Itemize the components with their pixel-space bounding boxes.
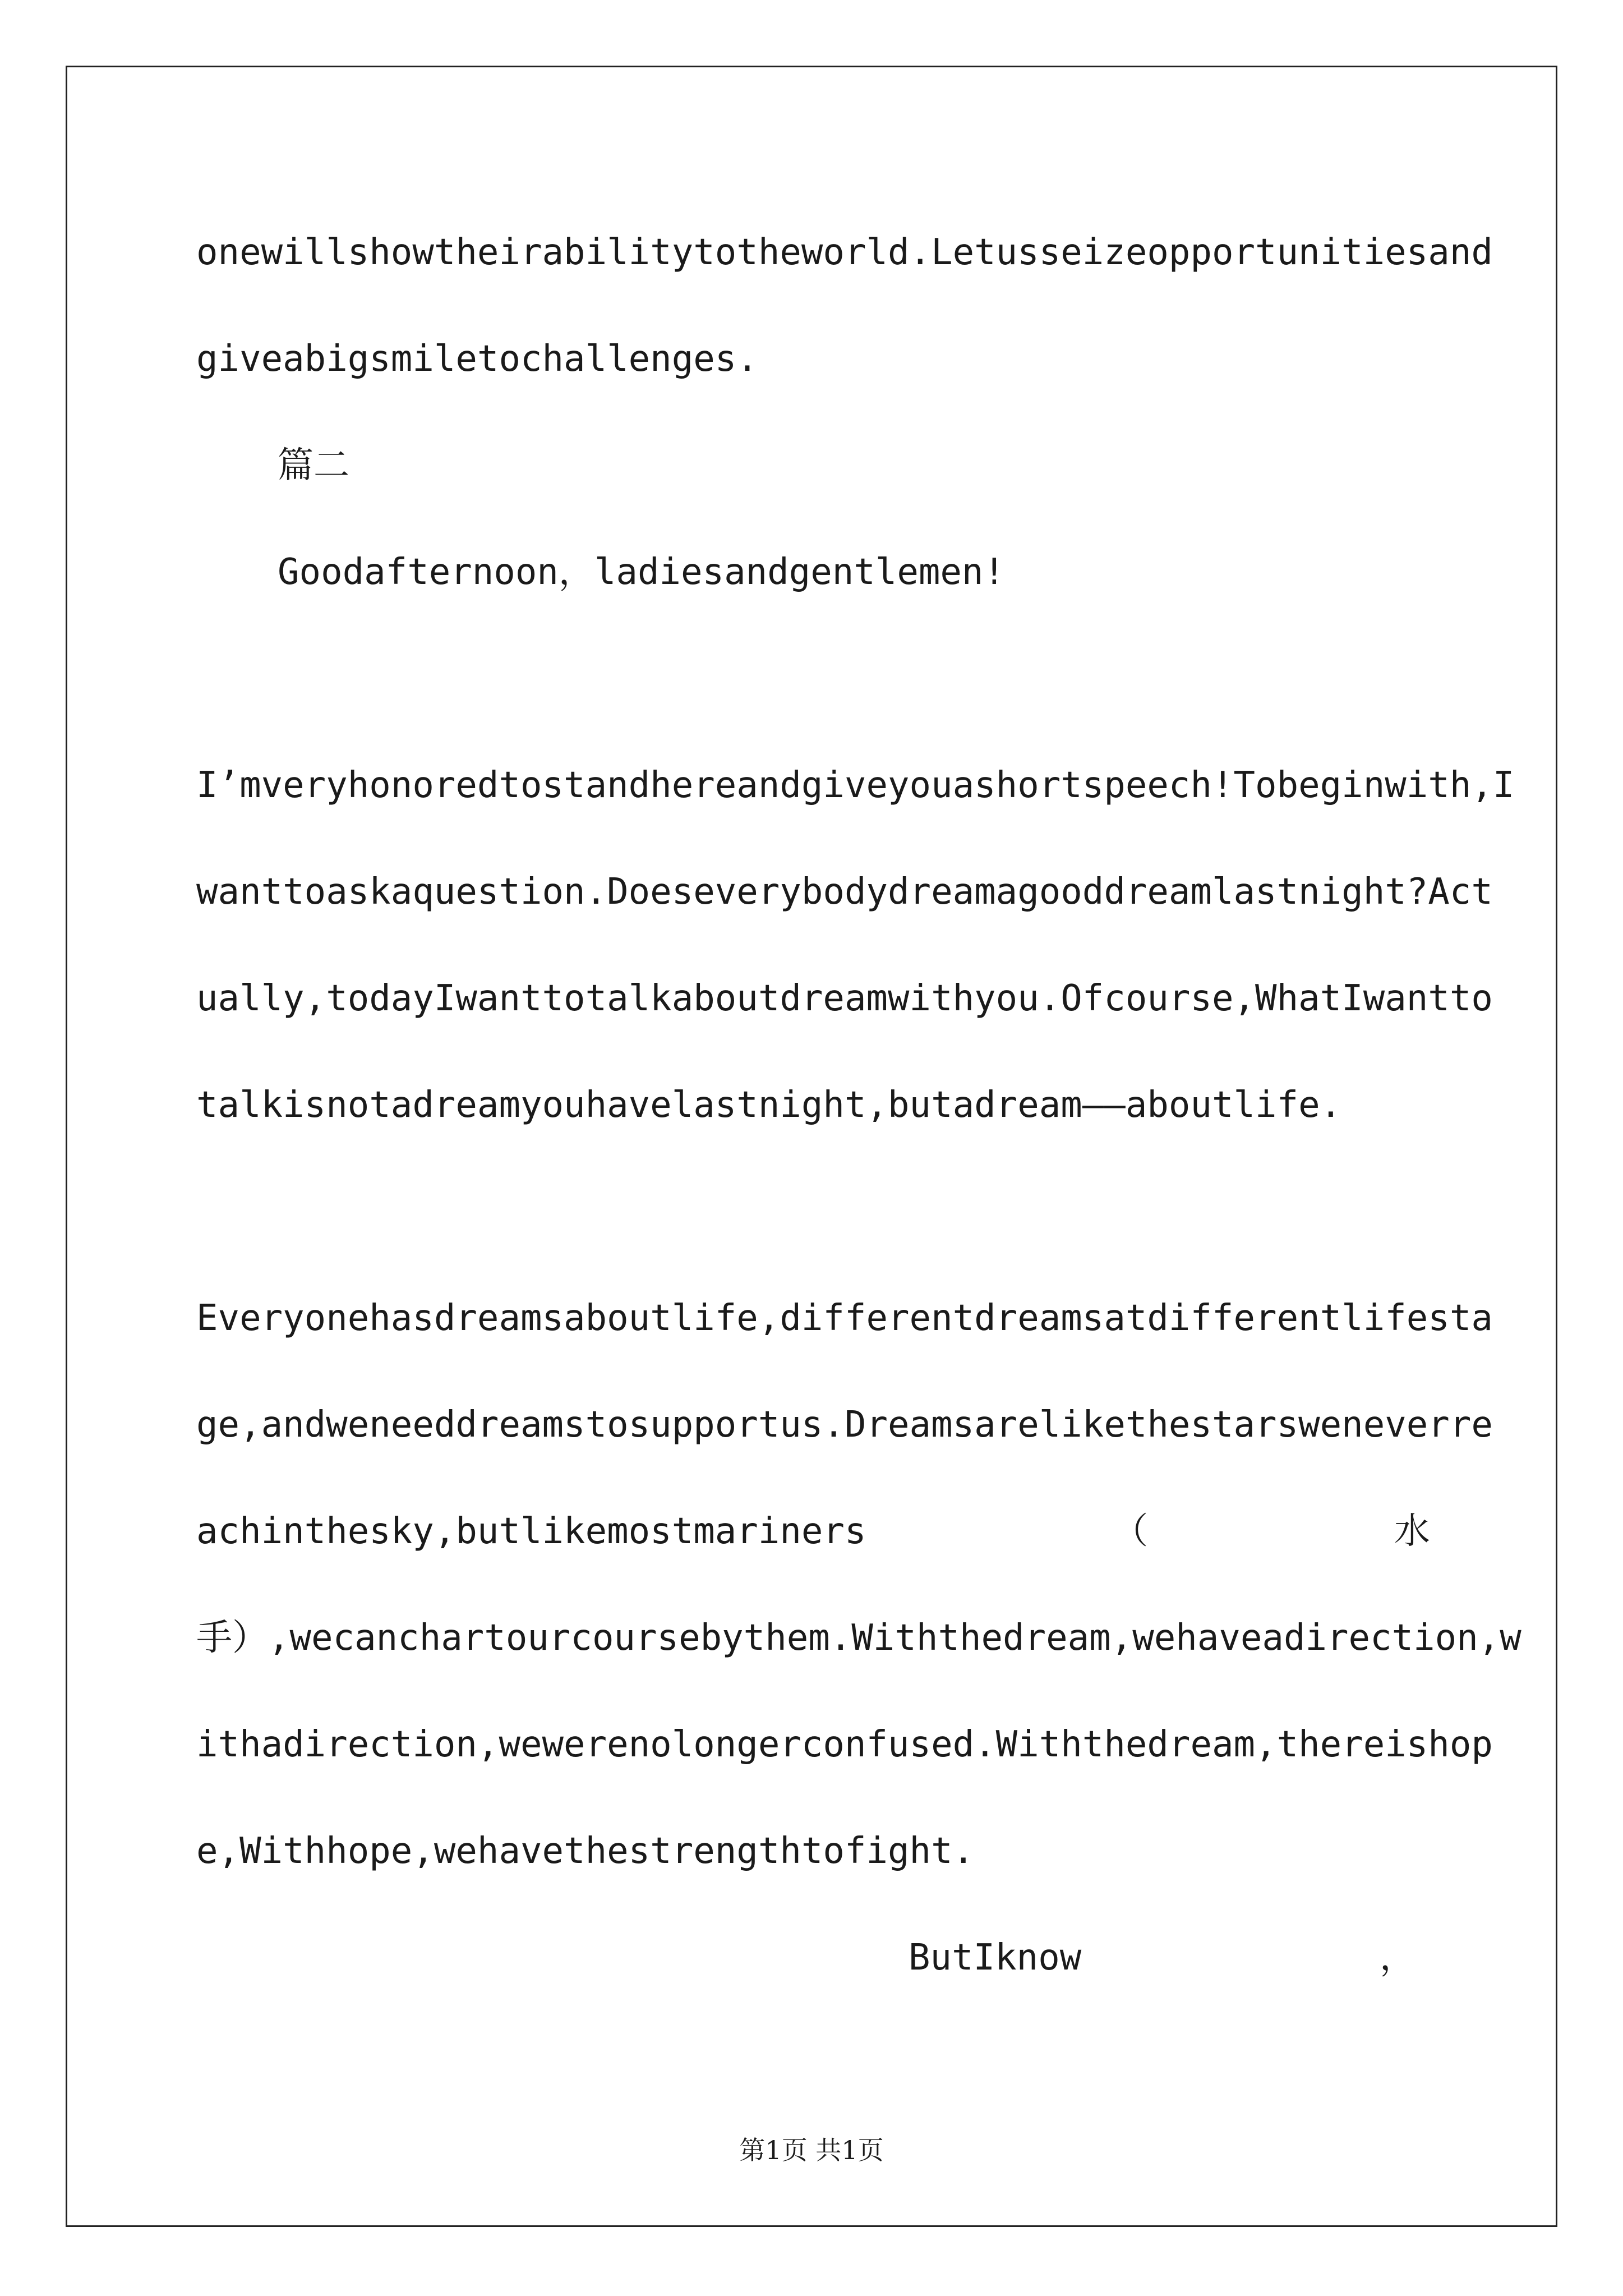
body-line-1: onewillshowtheirabilitytotheworld.Letusseizeopportunitiesand <box>196 232 1493 273</box>
body-line-11-paren: （ <box>1112 1511 1149 1552</box>
body-line-8: talkisnotadreamyouhavelastnight,butadream——aboutlife. <box>196 1084 1342 1126</box>
body-line-14: e,Withhope,wehavethestrengthtofight. <box>196 1830 975 1872</box>
body-line-6: wanttoaskaquestion.Doeseverybodydreamagooddreamlastnight?Act <box>196 871 1493 913</box>
page-footer: 第1页 共1页 <box>739 2135 884 2165</box>
body-line-13: ithadirection,wewerenolongerconfused.Withthedream,thereishop <box>196 1724 1493 1765</box>
body-line-2: giveabigsmiletochallenges. <box>196 338 758 380</box>
body-line-11-char: 水 <box>1394 1511 1430 1552</box>
body-line-12: 手）,wecanchartourcoursebythem.Withthedream,wehaveadirection,w <box>196 1617 1521 1659</box>
body-line-10: ge,andweneeddreamstosupportus.Dreamsarelikethestarsweneverre <box>196 1404 1493 1446</box>
body-line-7: ually,todayIwanttotalkaboutdreamwithyou.Ofcourse,WhatIwantto <box>196 978 1493 1019</box>
body-line-15-comma: ， <box>1380 1937 1415 1978</box>
body-line-5: I’mveryhonoredtostandhereandgiveyouashortspeech!Tobeginwith,I <box>196 765 1515 806</box>
page-border <box>66 66 1557 2227</box>
body-line-15-start: ButIknow <box>909 1937 1082 1978</box>
section-heading: 篇二 <box>278 445 349 486</box>
body-line-9: Everyonehasdreamsaboutlife,differentdreamsatdifferentlifesta <box>196 1297 1493 1339</box>
greeting-line: Goodafternoon，ladiesandgentlemen! <box>278 551 1005 593</box>
body-line-11-text: achinthesky,butlikemostmariners <box>196 1511 866 1552</box>
body-line-11 <box>196 1509 1430 1554</box>
